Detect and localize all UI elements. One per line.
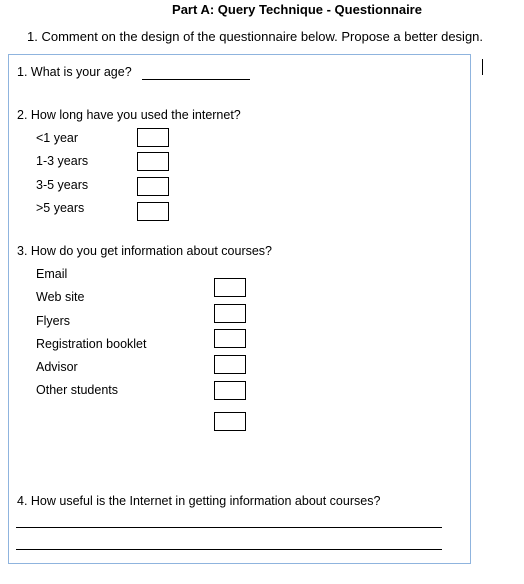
q2-option-label: >5 years <box>36 201 85 215</box>
q3-option-label: Flyers <box>36 314 71 328</box>
q3-checkbox[interactable] <box>214 278 246 297</box>
q3-checkbox[interactable] <box>214 304 246 323</box>
q2-option-label: 3-5 years <box>36 178 89 192</box>
text-cursor <box>482 59 483 75</box>
question-2-label: 2. How long have you used the internet? <box>17 108 241 122</box>
q4-answer-line[interactable] <box>16 549 442 550</box>
q2-checkbox[interactable] <box>137 128 169 147</box>
page-title: Part A: Query Technique - Questionnaire <box>172 2 422 17</box>
question-3-label: 3. How do you get information about courses? <box>17 244 273 258</box>
question-4-label: 4. How useful is the Internet in getting information about courses? <box>17 494 381 508</box>
q3-option-label: Web site <box>36 290 85 304</box>
q3-option-label: Other students <box>36 383 118 397</box>
instruction-text: 1. Comment on the design of the questionnaire below. Propose a better design. <box>27 29 484 44</box>
q3-checkbox[interactable] <box>214 329 246 348</box>
question-1-label: 1. What is your age? <box>17 65 132 79</box>
q2-checkbox[interactable] <box>137 152 169 171</box>
q2-option-label: 1-3 years <box>36 154 89 168</box>
q3-checkbox[interactable] <box>214 412 246 431</box>
q4-answer-line[interactable] <box>16 527 442 528</box>
q3-option-label: Registration booklet <box>36 337 147 351</box>
q3-option-label: Email <box>36 267 68 281</box>
q2-checkbox[interactable] <box>137 202 169 221</box>
q3-checkbox[interactable] <box>214 381 246 400</box>
age-answer-line[interactable] <box>142 79 250 80</box>
q2-checkbox[interactable] <box>137 177 169 196</box>
q3-checkbox[interactable] <box>214 355 246 374</box>
q2-option-label: <1 year <box>36 131 79 145</box>
q3-option-label: Advisor <box>36 360 78 374</box>
